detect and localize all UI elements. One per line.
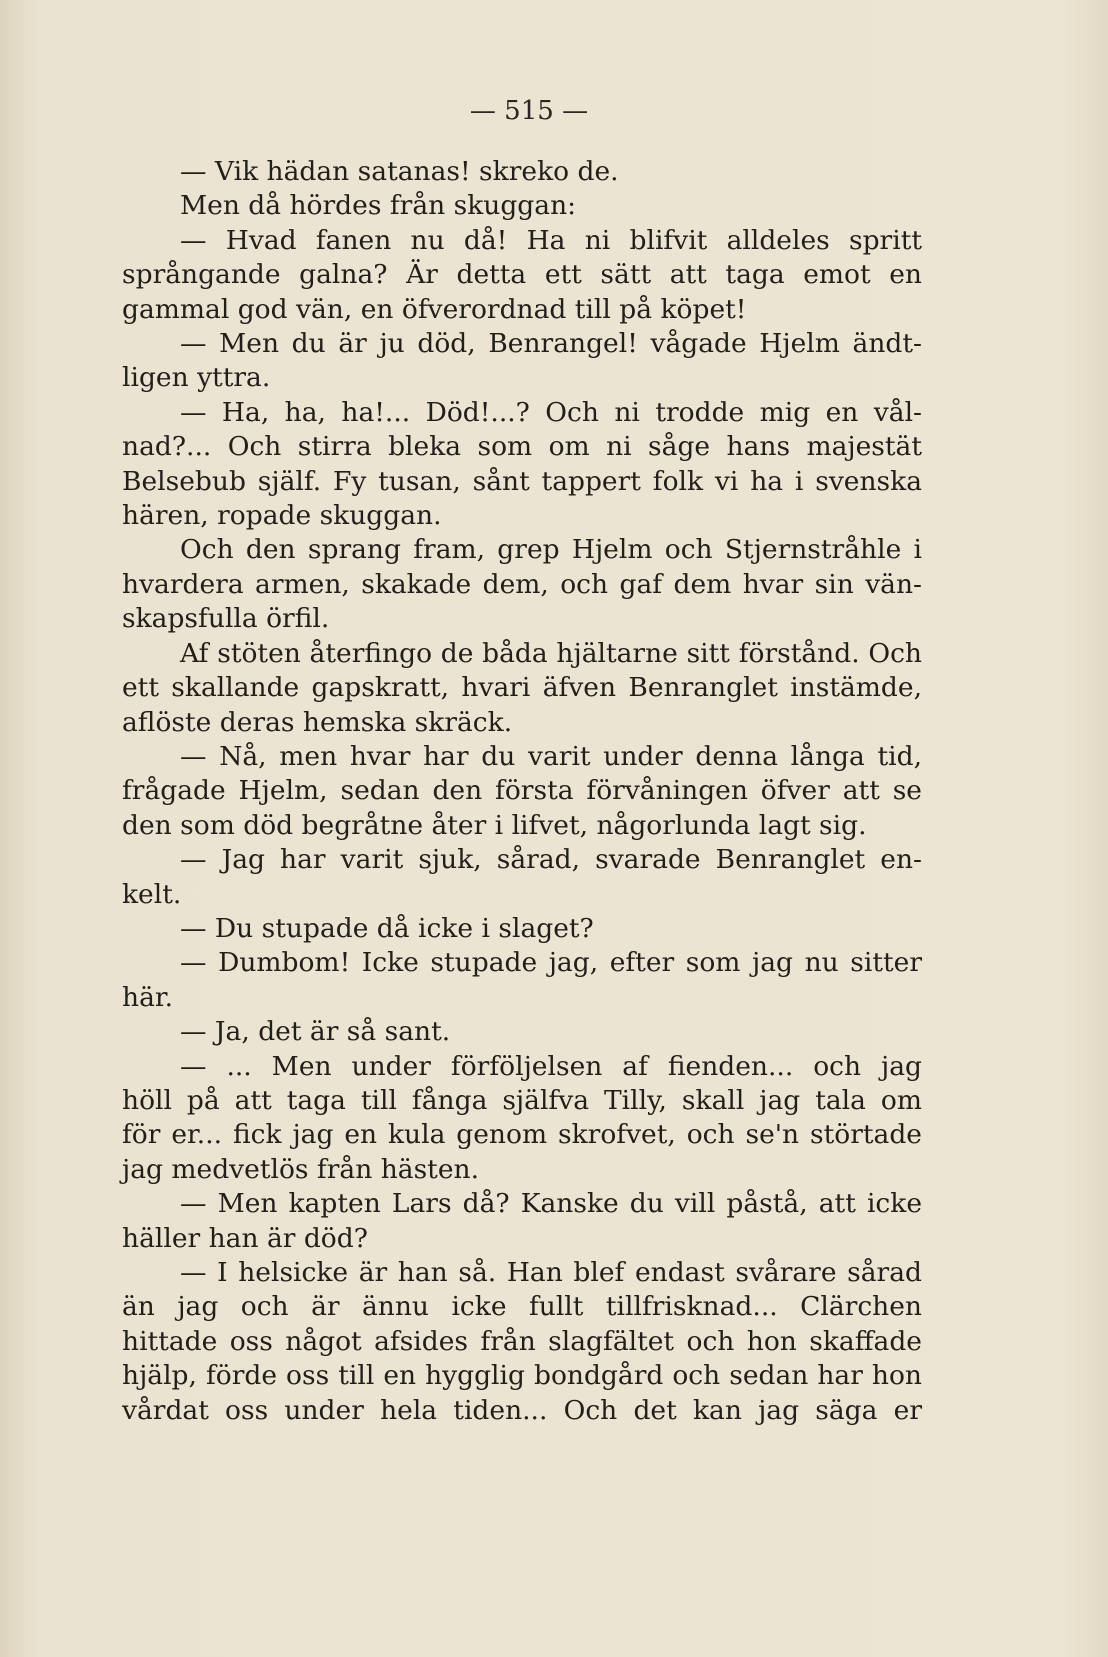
text-line: ett skallande gapskratt, hvari äfven Benranglet instämde,	[122, 672, 922, 704]
text-line: skapsfulla örfil.	[122, 603, 330, 635]
paragraph	[122, 843, 922, 912]
text-line: — Hvad fanen nu då! Ha ni blifvit alldeles spritt	[180, 224, 922, 256]
text-line: — Men du är ju död, Benrangel! vågade Hjelm ändt-	[180, 328, 922, 360]
text-line: — Dumbom! Icke stupade jag, efter som jag nu sitter	[180, 947, 922, 979]
text-line: för er... fick jag en kula genom skrofvet, och se'n störtade	[122, 1119, 922, 1151]
text-line: vårdat oss under hela tiden... Och det kan jag säga er	[122, 1394, 922, 1426]
text-line: här.	[122, 981, 174, 1013]
text-line: gammal god vän, en öfverordnad till på köpet!	[122, 293, 747, 325]
text-line: häller han är död?	[122, 1222, 368, 1254]
paragraph	[122, 189, 922, 223]
text-line: — Vik hädan satanas! skreko de.	[180, 156, 619, 187]
paragraph	[122, 327, 922, 396]
paragraph	[122, 396, 922, 534]
text-line: — Ja, det är så sant.	[180, 1016, 451, 1048]
text-line: — ... Men under förföljelsen af fienden... och jag	[180, 1050, 922, 1082]
paragraph	[122, 1187, 922, 1256]
text-line: hären, ropade skuggan.	[122, 500, 442, 532]
text-line: höll på att taga till fånga själfva Tilly, skall jag tala om	[122, 1084, 922, 1116]
text-line: språngande galna? Är detta ett sätt att taga emot en	[122, 259, 922, 291]
text-line: kelt.	[122, 878, 182, 910]
text-line: Och den sprang fram, grep Hjelm och Stjernstråhle i	[180, 534, 922, 566]
paragraph	[122, 912, 922, 946]
paragraph	[122, 224, 922, 327]
paragraph	[122, 155, 922, 189]
text-line: Men då hördes från skuggan:	[180, 190, 577, 222]
text-line: Belsebub själf. Fy tusan, sånt tappert folk vi ha i svenska	[122, 465, 922, 497]
text-line: — Men kapten Lars då? Kanske du vill påstå, att icke	[180, 1188, 922, 1220]
body-text	[122, 155, 922, 1428]
paragraph	[122, 533, 922, 636]
text-line: aflöste deras hemska skräck.	[122, 706, 513, 738]
text-line: jag medvetlös från hästen.	[122, 1153, 479, 1185]
paragraph	[122, 637, 922, 740]
text-line: — Jag har varit sjuk, sårad, svarade Benranglet en-	[180, 844, 922, 876]
paragraph	[122, 1256, 922, 1428]
paragraph	[122, 740, 922, 843]
text-line: — I helsicke är han så. Han blef endast svårare sårad	[180, 1257, 922, 1288]
text-line: frågade Hjelm, sedan den första förvåningen öfver att se	[122, 775, 922, 807]
paragraph	[122, 1015, 922, 1049]
text-line: Af stöten återfingo de båda hjältarne sitt förstånd. Och	[180, 637, 922, 669]
text-line: hjälp, förde oss till en hygglig bondgård och sedan har hon	[122, 1360, 922, 1392]
text-line: den som död begråtne åter i lifvet, någorlunda lagt sig.	[122, 809, 867, 841]
text-line: — Du stupade då icke i slaget?	[180, 912, 594, 944]
paragraph	[122, 1050, 922, 1188]
text-line: ligen yttra.	[122, 362, 271, 394]
paragraph	[122, 946, 922, 1015]
text-line: hvardera armen, skakade dem, och gaf dem hvar sin vän-	[122, 568, 922, 600]
text-line: — Ha, ha, ha!... Död!...? Och ni trodde mig en vål-	[180, 396, 922, 428]
text-line: hittade oss något afsides från slagfältet och hon skaffade	[122, 1325, 922, 1357]
text-line: än jag och är ännu icke fullt tillfrisknad... Clärchen	[122, 1291, 922, 1323]
text-line: — Nå, men hvar har du varit under denna långa tid,	[180, 740, 922, 772]
text-line: nad?... Och stirra bleka som om ni såge hans majestät	[122, 431, 922, 463]
page-number: — 515 —	[469, 96, 589, 126]
